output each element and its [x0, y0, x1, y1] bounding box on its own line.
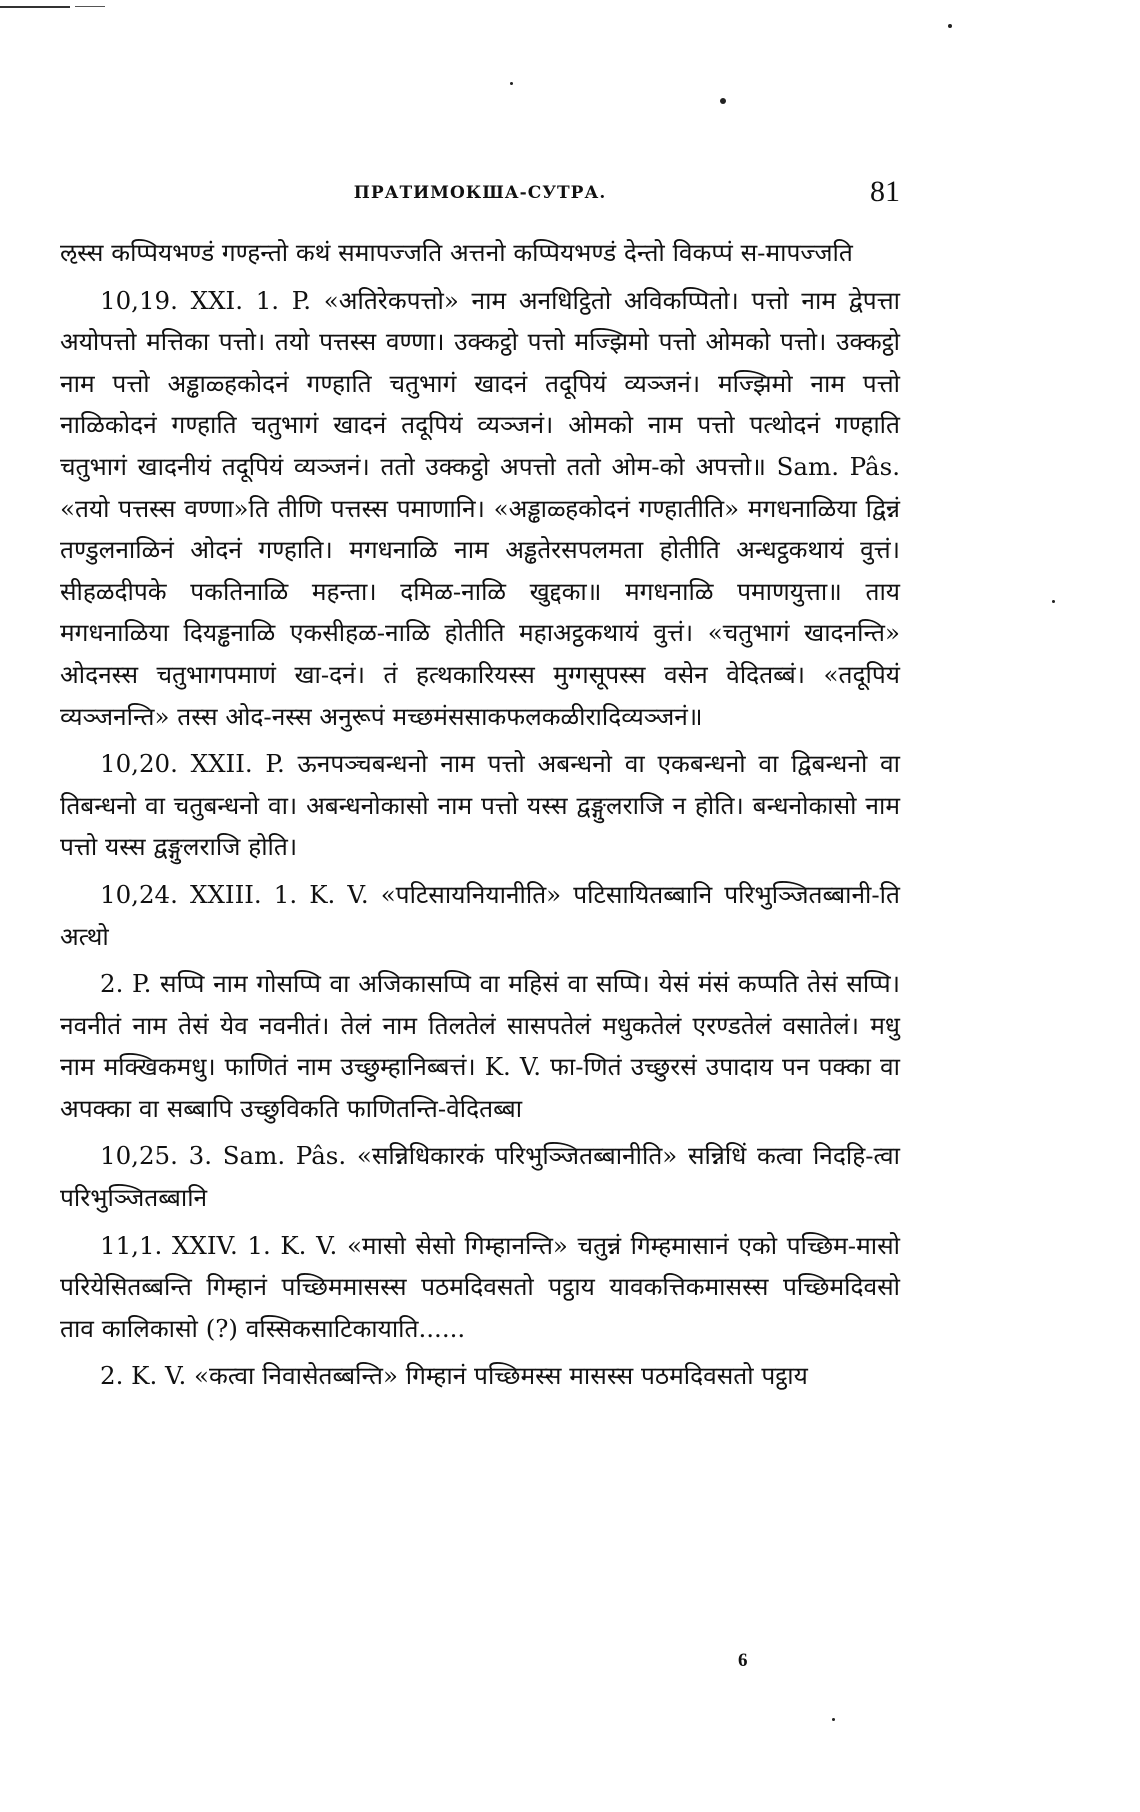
- paragraph: 10,24. XXIII. 1. K. V. «पटिसायनियानीति» पटिसायितब्बानि परिभुञ्जितब्बानी-ति अत्थो: [60, 879, 900, 951]
- top-rule: [0, 6, 70, 8]
- paragraph: 2. P. सप्पि नाम गोसप्पि वा अजिकासप्पि वा महिसं वा सप्पि। येसं मंसं कप्पति तेसं सप्पि। नवनीतं नाम तेसं येव नवनीतं। तेलं नाम तिलतेलं सासपतेलं मधुकतेलं एरण्डतेलं वसातेलं। मधु नाम मक्खिकमधु। फाणितं नाम उच्छुम्हानिब्बत्तं। K. V. फा-णितं उच्छुरसं उपादाय पन पक्का वा अपक्का वा सब्बापि उच्छुविकति फाणितन्ति-वेदितब्बा: [60, 969, 900, 1123]
- speck: [832, 1718, 835, 1721]
- speck: [720, 98, 726, 104]
- paragraph: 11,1. XXIV. 1. K. V. «मासो सेसो गिम्हानन्ति» चतुन्नं गिम्हमासानं एको पच्छिम-मासो परियेसितब्बन्ति गिम्हानं पच्छिममासस्स पठमदिवसतो पट्ठाय यावकत्तिकमासस्स पच्छिमदिवसो ताव कालिकासो (?) वस्सिकसाटिकायाति......: [60, 1230, 900, 1343]
- page-number: 81: [870, 175, 900, 208]
- running-title: ПРАТИМОКША-СУТРА.: [353, 183, 607, 203]
- signature-mark: 6: [738, 1650, 748, 1671]
- paragraph: 10,20. XXII. P. ऊनपञ्चबन्धनो नाम पत्तो अबन्धनो वा एकबन्धनो वा द्विबन्धनो वा तिबन्धनो वा चतुबन्धनो वा। अबन्धनोकासो नाम पत्तो यस्स द्वङ्गुलराजि न होति। बन्धनोकासो नाम पत्तो यस्स द्वङ्गुलराजि होति।: [60, 749, 900, 862]
- top-rule-short: [75, 6, 105, 7]
- speck: [1052, 600, 1055, 603]
- paragraph: 2. K. V. «कत्वा निवासेतब्बन्ति» गिम्हानं पच्छिमस्स मासस्स पठमदिवसतो पट्ठाय: [100, 1361, 808, 1391]
- speck: [510, 82, 513, 85]
- paragraph: 10,19. XXI. 1. P. «अतिरेकपत्तो» नाम अनधिट्ठितो अविकप्पितो। पत्तो नाम द्वेपत्ता अयोपत्तो मत्तिका पत्तो। तयो पत्तस्स वण्णा। उक्कट्ठो पत्तो मज्झिमो पत्तो ओमको पत्तो। उक्कट्ठो नाम पत्तो अड्ढाळ्हकोदनं गण्हाति चतुभागं खादनं तदूपियं व्यञ्जनं। मज्झिमो नाम पत्तो नाळिकोदनं गण्हाति चतुभागं खादनं तदूपियं व्यञ्जनं। ओमको नाम पत्तो पत्थोदनं गण्हाति चतुभागं खादनीयं तदूपियं व्यञ्जनं। ततो उक्कट्ठो अपत्तो ततो ओम-को अपत्तो॥ Sam. Pâs. «तयो पत्तस्स वण्णा»ति तीणि पत्तस्स पमाणानि। «अड्ढाळ्हकोदनं गण्हातीति» मगधनाळिया द्विन्नं तण्डुलनाळिनं ओदनं गण्हाति। मगधनाळि नाम अड्ढतेरसपलमता होतीति अन्धट्ठकथायं वुत्तं। सीहळदीपके पकतिनाळि महन्ता। दमिळ-नाळि खुद्दका॥ मगधनाळि पमाणयुत्ता॥ ताय मगधनाळिया दियड्ढनाळि एकसीहळ-नाळि होतीति महाअट्ठकथायं वुत्तं। «चतुभागं खादनन्ति» ओदनस्स चतुभागपमाणं खा-दनं। तं हत्थकारियस्स मुग्गसूपस्स वसेन वेदितब्बं। «तदूपियं व्यञ्जनन्ति» तस्स ओद-नस्स अनुरूपं मच्छमंससाकफलकळीरादिव्यञ्जनं॥: [60, 285, 900, 731]
- speck: [948, 24, 952, 28]
- page-header: [60, 175, 900, 215]
- paragraph: 10,25. 3. Sam. Pâs. «सन्निधिकारकं परिभुञ्जितब्बानीति» सन्निधिं कत्वा निदहि-त्वा परिभुञ्जितब्बानि: [60, 1141, 900, 1213]
- paragraph: ऌस्स कप्पियभण्डं गण्हन्तो कथं समापज्जति अत्तनो कप्पियभण्डं देन्तो विकप्पं स-मापज्जति: [60, 238, 853, 267]
- body-text: [60, 232, 900, 1403]
